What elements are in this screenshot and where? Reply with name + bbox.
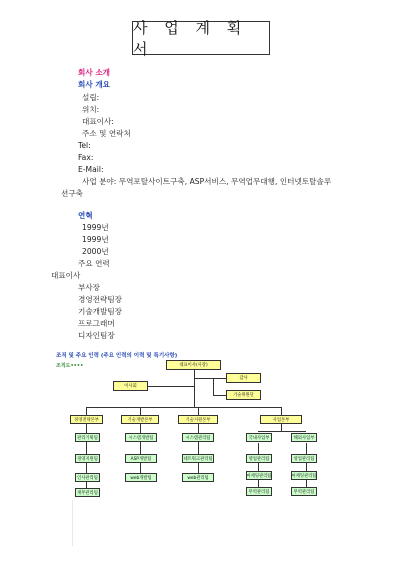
document-title: 사 업 계 획 서 [132, 21, 270, 55]
connector-div4-bar [258, 431, 306, 432]
company-overview-heading: 회사 개요 [78, 80, 110, 89]
org-div2-team-2: ASP개발팀 [125, 454, 157, 463]
connector-domestic-spine [258, 443, 259, 489]
org-div2-team-3: web개발팀 [125, 473, 157, 482]
org-domestic-box: 국내사업부 [246, 433, 272, 442]
org-overseas-box: 해외사업부 [291, 433, 317, 442]
position-tech-lead: 기술개발팀장 [78, 307, 123, 316]
connector-division-bar [86, 407, 281, 408]
position-programmer: 프로그래머 [78, 319, 115, 328]
org-auditor-box: 감사 [226, 373, 261, 383]
business-area-line2: 션구축 [61, 189, 84, 198]
org-div3-team-2: 네트워크관리팀 [182, 454, 214, 463]
connector-div4-spine [281, 423, 282, 431]
connector-div4 [281, 407, 282, 415]
org-overseas-team-3: 무역관리팀 [291, 487, 317, 496]
key-career-heading: 주요 연력 [78, 259, 110, 268]
business-area-line1: 사업 분야: 무역포탈사이트구축, ASP서비스, 무역업무대행, 인터넷토탈솔루 [82, 177, 332, 186]
connector-advisory-h [213, 395, 226, 396]
page-margin-rule [72, 500, 73, 546]
org-div1-team-2: 경영지원팀 [75, 454, 100, 463]
history-year-3: 2000년 [82, 247, 109, 256]
org-ceo-box: 대표이사(사장) [166, 360, 221, 370]
org-domestic-team-2: 마케팅관리팀 [246, 471, 272, 480]
position-design-lead: 디자인팀장 [78, 331, 115, 340]
org-board-box: 이사회 [113, 381, 148, 391]
overview-address: 주소 및 연락처 [82, 129, 131, 138]
org-div2-team-1: 시스템개발팀 [125, 433, 157, 442]
org-div1-team-1: 관리기획팀 [75, 433, 100, 442]
overview-email: E-Mail: [78, 165, 104, 174]
org-subcaption: 조직도•••• [56, 363, 84, 369]
company-intro-heading: 회사 소개 [78, 68, 110, 77]
org-domestic-team-3: 무역관리팀 [246, 487, 272, 496]
history-year-1: 1999년 [82, 223, 109, 232]
org-division-2: 기술개발본부 [121, 415, 159, 424]
org-div1-team-4: 재무관리팀 [75, 488, 100, 497]
connector-div3 [198, 407, 199, 415]
org-domestic-team-1: 영업관리팀 [246, 454, 272, 463]
org-division-1: 경영전략본부 [70, 415, 103, 424]
connector-overseas-spine [306, 443, 307, 489]
overview-established: 설립: [82, 93, 100, 102]
connector-div1 [86, 407, 87, 415]
overview-tel: Tel: [78, 141, 91, 150]
connector-ceo-left [148, 386, 194, 387]
org-overseas-team-1: 영업관리팀 [291, 454, 317, 463]
overview-location: 위치: [82, 105, 100, 114]
connector-ceo-right [194, 378, 226, 379]
org-div3-team-3: web관리팀 [182, 473, 214, 482]
org-advisory-box: 기술위원단 [226, 390, 261, 400]
org-div3-team-1: 시스템관리팀 [182, 433, 214, 442]
position-ceo: 대표이사 [51, 271, 81, 280]
overview-fax: Fax: [78, 153, 94, 162]
org-division-3: 기술지원본부 [178, 415, 218, 424]
position-strategy-lead: 경영전략팀장 [78, 295, 123, 304]
history-heading: 연혁 [78, 211, 93, 220]
connector-ceo-trunk [194, 369, 195, 407]
connector-div2 [140, 407, 141, 415]
overview-ceo: 대표이사: [82, 117, 114, 126]
connector-advisory [213, 378, 214, 395]
org-div1-team-3: 인사관리팀 [75, 473, 100, 482]
position-vice-president: 부사장 [78, 283, 101, 292]
org-overseas-team-2: 마케팅관리팀 [291, 471, 317, 480]
org-division-4: 사업본부 [260, 415, 302, 424]
history-year-2: 1999년 [82, 235, 109, 244]
org-caption: 조직 및 주요 인력 (주요 인력의 이력 및 특기사항) [56, 353, 178, 359]
